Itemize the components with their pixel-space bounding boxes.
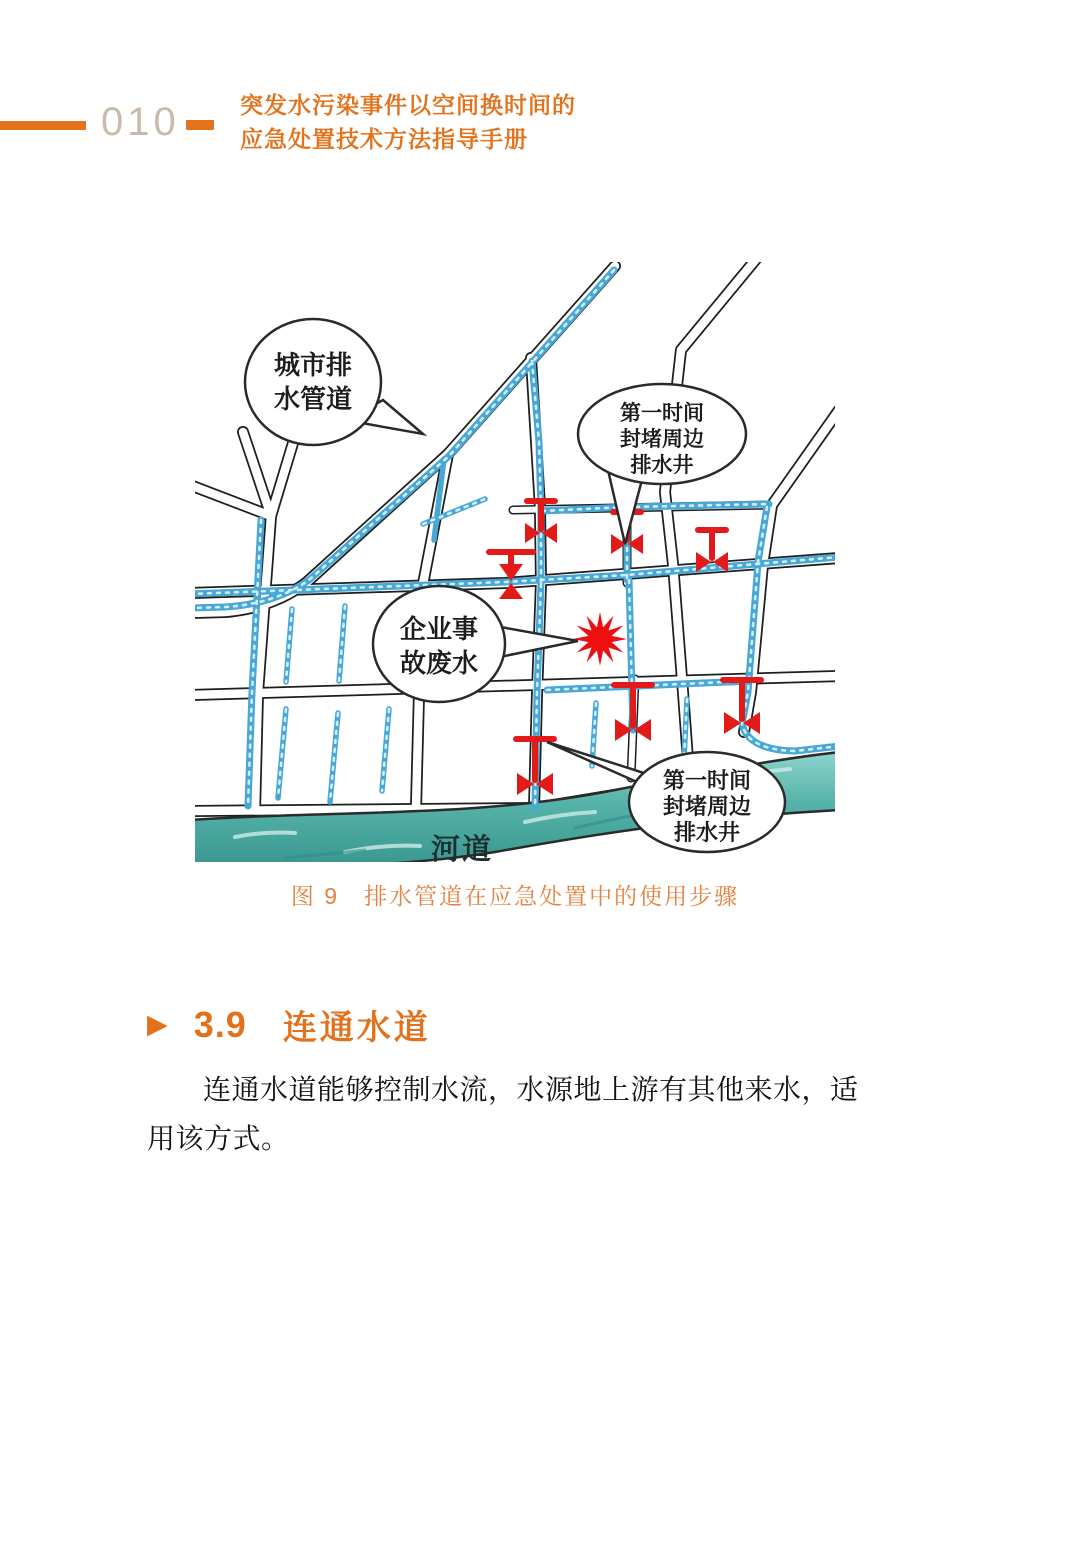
drainage-map-illustration (195, 262, 835, 862)
bubble-seal-top-line2: 封堵周边 (620, 428, 704, 451)
bubble-seal-top-line1: 第一时间 (620, 402, 704, 425)
figure-map (195, 262, 835, 862)
bubble-seal-bottom-line2: 封堵周边 (662, 794, 752, 819)
body-line1: 连通水道能够控制水流，水源地上游有其他来水，适 (203, 1075, 859, 1106)
bubble-seal-top-line3: 排水井 (630, 454, 694, 477)
bubble-incident-line1: 企业事 (399, 614, 479, 644)
header-rule (0, 121, 86, 130)
speech-bubble-city-pipes (245, 319, 423, 445)
page-number: 010 (101, 100, 180, 144)
figure-caption: 图 9 排水管道在应急处置中的使用步骤 (290, 883, 740, 909)
header-title-line2: 应急处置技术方法指导手册 (240, 126, 528, 152)
bubble-seal-bottom-line3: 排水井 (673, 820, 741, 845)
header-title (240, 88, 576, 156)
section-title: 连通水道 (282, 1009, 431, 1047)
header-dash (186, 120, 214, 130)
section-heading (147, 1000, 431, 1049)
header-title-line1: 突发水污染事件以空间换时间的 (240, 92, 576, 118)
speech-bubble-seal-top (578, 384, 746, 544)
body-paragraph (147, 1066, 907, 1164)
bubble-city-line1: 城市排 (273, 350, 353, 380)
bubble-incident-line2: 故废水 (399, 648, 479, 678)
section-marker-icon: ▶ (147, 1009, 168, 1040)
section-number: 3.9 (193, 1003, 247, 1045)
river-label: 河道 (430, 834, 494, 862)
incident-burst-icon (573, 612, 627, 666)
body-line2: 用该方式。 (147, 1124, 290, 1155)
bubble-seal-bottom-line1: 第一时间 (662, 768, 752, 793)
bubble-city-line2: 水管道 (273, 384, 353, 414)
